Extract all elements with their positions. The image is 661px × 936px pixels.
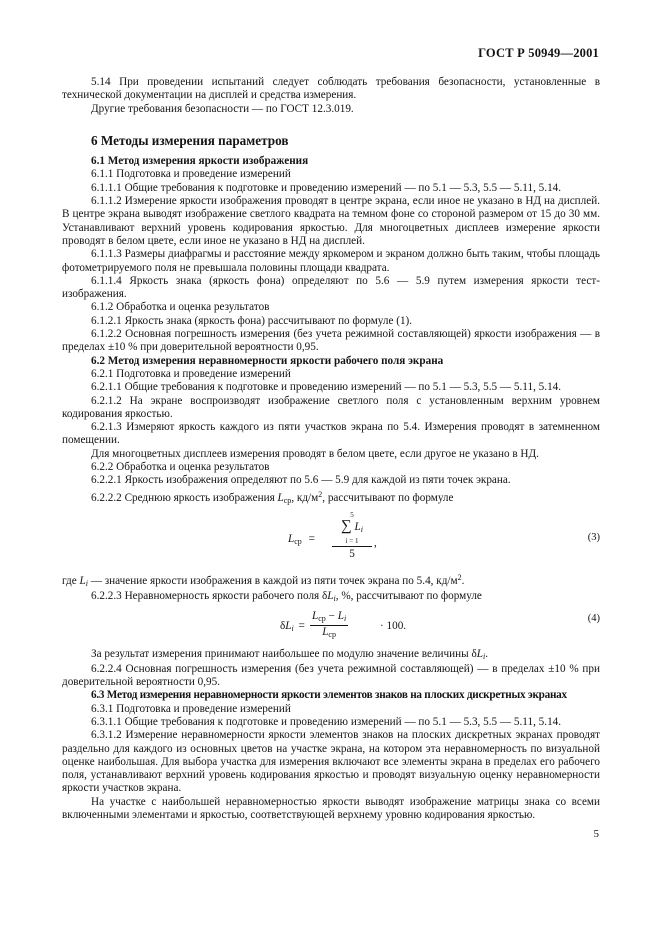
where-dot: . xyxy=(461,574,465,587)
paragraph-where xyxy=(62,571,600,590)
subsection-6-2-title: 6.2 Метод измерения неравномерности яркости рабочего поля экрана xyxy=(91,354,444,367)
paragraph-6-1-1-3: 6.1.1.3 Размеры диафрагмы и расстояние между яркомером и экраном должно быть таким, чтобы площадь фотометрируемого поля не превышала половины площади квадрата. xyxy=(62,248,600,274)
document-body xyxy=(62,76,600,822)
equation-number-3: (3) xyxy=(587,531,600,543)
equation-number-4: (4) xyxy=(587,612,600,624)
formula-3-sub-cp: ср xyxy=(294,536,302,546)
formula-4-denominator xyxy=(310,626,348,641)
paragraph-6-1-2-2: 6.1.2.2 Основная погрешность измерения (без учета режимной составляющей) яркости изображения — в пределах ±10 % при доверительной вероятности 0,95. xyxy=(62,328,600,354)
formula-4-fraction xyxy=(310,610,348,642)
formula-3-sum: ∑ xyxy=(341,517,352,534)
formula-3-Li: L xyxy=(354,520,361,533)
formula-4-equals: = xyxy=(298,619,305,632)
paragraph-5-14-safety: Другие требования безопасности — по ГОСТ 12.3.019. xyxy=(91,102,354,115)
where-sup-2: 2 xyxy=(457,572,462,582)
paragraph-6-2-2-2 xyxy=(62,488,600,507)
formula-4-num-sub-i: i xyxy=(343,613,347,623)
paragraph-6-1-2: 6.1.2 Обработка и оценка результатов xyxy=(91,301,270,314)
page-number: 5 xyxy=(593,828,599,840)
result-dot: . xyxy=(485,647,488,660)
paragraph-6-1-1: 6.1.1 Подготовка и проведение измерений xyxy=(91,168,291,181)
formula-3-L: L xyxy=(288,532,295,545)
formula-4-numerator xyxy=(310,610,348,626)
paragraph-result xyxy=(62,648,600,663)
formula-3-denominator: 5 xyxy=(349,547,355,560)
formula-3-lhs xyxy=(288,533,319,548)
formula-4-times-100: · 100. xyxy=(380,619,407,632)
symbol-L: L xyxy=(277,491,284,504)
formula-4-den-L: L xyxy=(322,625,329,638)
subsection-6-1-title: 6.1 Метод измерения яркости изображения xyxy=(91,155,309,168)
text-where: где xyxy=(62,574,80,587)
paragraph-6-2-2: 6.2.2 Обработка и оценка результатов xyxy=(91,461,270,474)
superscript-2: 2 xyxy=(318,489,323,499)
text-6-2-2-2-end: , рассчитывают по формуле xyxy=(322,491,454,504)
paragraph-6-2-1-1: 6.2.1.1 Общие требования к подготовке и проведению измерений — по 5.1 — 5.3, 5.5 — 5.11, 5.14. xyxy=(91,381,562,394)
result-sub-i: i xyxy=(482,651,486,661)
text-unit: , кд/м xyxy=(291,491,319,504)
text-6-2-2-2-start: 6.2.2.2 Среднюю яркость изображения xyxy=(91,491,278,504)
formula-3-equals: = xyxy=(308,532,315,545)
paragraph-6-2-2-4: 6.2.2.4 Основная погрешность измерения (без учета режимной составляющей) — в пределах ±10 % при доверительной вероятности 0,95. xyxy=(62,662,600,689)
paragraph-6-2-2-3 xyxy=(62,590,600,605)
formula-4-sub-i: i xyxy=(291,623,294,633)
formula-4-minus: − xyxy=(328,609,335,622)
where-L: L xyxy=(79,574,86,587)
paragraph-6-2-1-3: 6.2.1.3 Измеряют яркость каждого из пяти участков экрана по 5.4. Измерения проводят в затемненном помещении. xyxy=(62,421,600,447)
text-result: За результат измерения принимают наибольшее по модулю значение величины δ xyxy=(91,647,477,660)
formula-3-sub-i: i xyxy=(360,524,363,534)
paragraph-6-3-1-2: 6.3.1.2 Измерение неравномерности яркости элементов знаков на плоских дискретных экранах проводят раздельно для каждого из основных цветов на участке экрана, на котором эта неравномерность по визуальной оценке наибольшая. Для выбора участка для измерения включают все элементы экрана в пределах его рабочего поля, устанавливают верхний уровень кодирования яркостью и проводят визуальную оценку неравномерности яркости участков экрана. xyxy=(62,729,600,795)
formula-4-num-sub-cp: ср xyxy=(318,613,326,623)
paragraph-6-1-1-4: 6.1.1.4 Яркость знака (яркость фона) определяют по 5.6 — 5.9 путем измерения яркости тест-изображения. xyxy=(62,274,600,301)
result-L: L xyxy=(476,647,483,660)
paragraph-6-2-1: 6.2.1 Подготовка и проведение измерений xyxy=(91,367,291,380)
document-id-header: ГОСТ Р 50949—2001 xyxy=(478,46,599,60)
paragraph-6-3-1-1: 6.3.1.1 Общие требования к подготовке и проведению измерений — по 5.1 — 5.3, 5.5 — 5.11, 5.14. xyxy=(91,715,562,728)
formula-3-sum-top: 5 xyxy=(350,510,354,519)
formula-3-fraction xyxy=(332,511,372,561)
formula-3-sum-bottom: i = 1 xyxy=(332,537,372,547)
formula-3 xyxy=(62,511,600,567)
section-6-title: 6 Методы измерения параметров xyxy=(91,132,289,148)
formula-4-L: L xyxy=(285,619,292,632)
formula-4-den-sub-cp: ср xyxy=(328,629,336,639)
formula-3-sum-line xyxy=(332,519,372,537)
paragraph-6-2-2-1: 6.2.2.1 Яркость изображения определяют по 5.6 — 5.9 для каждой из пяти точек экрана. xyxy=(91,474,511,487)
paragraph-5-14: 5.14 При проведении испытаний следует соблюдать требования безопасности, установленные в технической документации на дисплей и средства измерения. xyxy=(62,76,600,102)
formula-4-num-L: L xyxy=(312,609,319,622)
formula-4 xyxy=(62,610,600,644)
formula-3-comma: , xyxy=(374,536,377,549)
paragraph-6-1-1-1: 6.1.1.1 Общие требования к подготовке и проведению измерений — по 5.1 — 5.3, 5.5 — 5.11, 5.14. xyxy=(91,181,562,194)
formula-4-lhs xyxy=(280,620,307,635)
text-6-2-2-3-start: 6.2.2.3 Неравномерность яркости рабочего поля δ xyxy=(91,590,328,603)
paragraph-6-3-1-2-matrix: На участке с наибольшей неравномерностью яркости выводят изображение матрицы знака со всеми включенными элементами и яркостью, соответствующей верхнему уровню кодирования яркостью. xyxy=(62,795,600,822)
paragraph-6-1-1-2: 6.1.1.2 Измерение яркости изображения проводят в центре экрана, если иное не указано в НД на дисплей. В центре экрана выводят изображение светлого квадрата на темном фоне со стороной размером от 15 до 30 мм. Устанавливают верхний уровень кодирования яркостью. Для многоцветных дисплеев измерение яркости проводят в белом цвете, если иное не указано в НД на дисплей. xyxy=(62,195,600,247)
formula-4-num-Li: L xyxy=(337,609,344,622)
subsection-6-3-title: 6.3 Метод измерения неравномерности яркости элементов знаков на плоских дискретных экранах xyxy=(91,689,567,702)
subscript-cp: ср xyxy=(283,495,292,505)
where-sub-i: i xyxy=(85,578,88,588)
paragraph-6-2-1-3-colour: Для многоцветных дисплеев измерения проводят в белом цвете, если другое не указано в НД. xyxy=(91,447,539,460)
symbol-L-i: L xyxy=(327,590,334,603)
paragraph-6-1-2-1: 6.1.2.1 Яркость знака (яркость фона) рассчитывают по формуле (1). xyxy=(91,314,413,327)
text-6-2-2-3-end: , %, рассчитывают по формуле xyxy=(335,590,482,603)
paragraph-6-2-1-2: 6.2.1.2 На экране воспроизводят изображение светлого поля с установленным верхним уровнем кодирования яркостью. xyxy=(62,394,600,420)
formula-4-delta: δ xyxy=(280,619,286,632)
text-where-desc: — значение яркости изображения в каждой из пяти точек экрана по 5.4, кд/м xyxy=(87,574,458,587)
sub-i-6-2-2-3: i xyxy=(333,594,336,604)
paragraph-6-3-1: 6.3.1 Подготовка и проведение измерений xyxy=(91,702,291,715)
